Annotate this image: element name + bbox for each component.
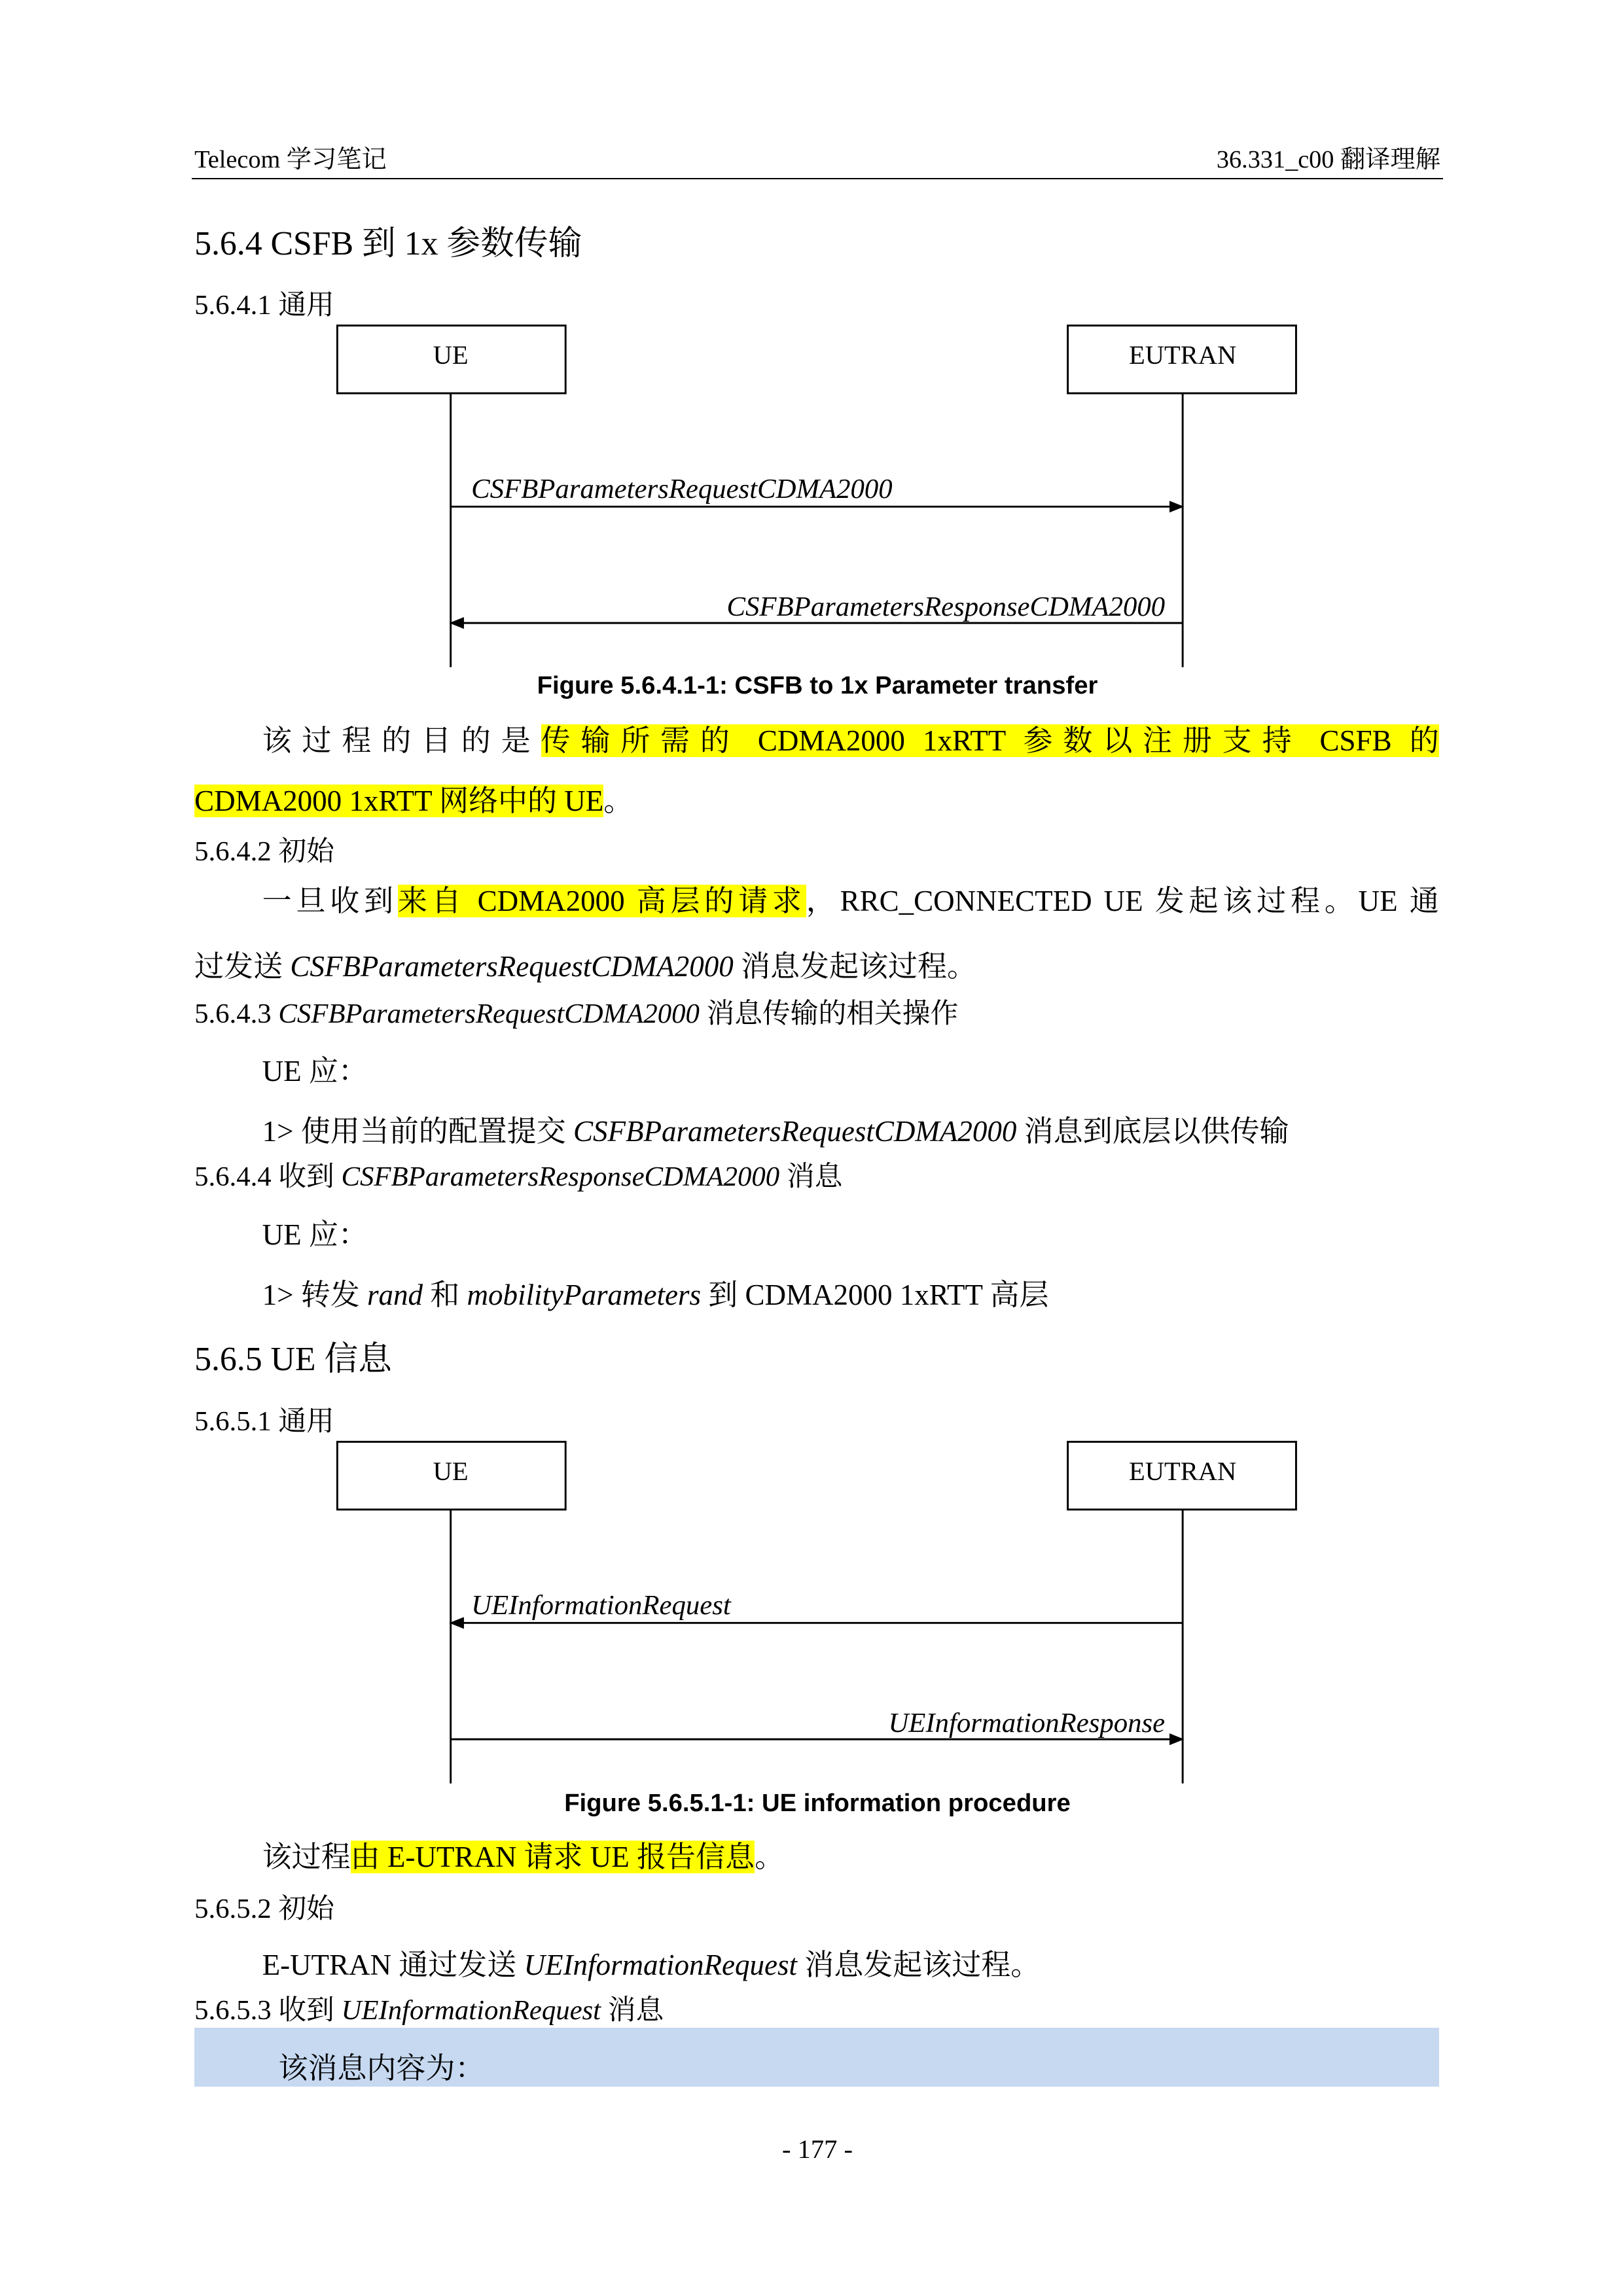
request-message-label: CSFBParametersRequestCDMA2000 — [471, 473, 893, 504]
paragraph-purpose-line2: CDMA2000 1xRTT 网络中的 UE。 — [194, 785, 633, 818]
header-left: Telecom 学习笔记 — [194, 145, 387, 173]
paragraph-ue-info-purpose: 该过程由 E-UTRAN 请求 UE 报告信息。 — [262, 1840, 785, 1873]
highlight-request-source: 来自 CDMA2000 高层的请求 — [397, 885, 806, 918]
highlight-purpose-1: 传输所需的 CDMA2000 1xRTT 参数以注册支持 CSFB 的 — [541, 724, 1439, 757]
paragraph-ue-info-initiation: E-UTRAN 通过发送 UEInformationRequest 消息发起该过程。 — [262, 1949, 1041, 1982]
section-title-5-6-5: 5.6.5 UE 信息 — [194, 1341, 392, 1379]
section-title-5-6-4: 5.6.4 CSFB 到 1x 参数传输 — [194, 224, 582, 262]
subsection-title-5-6-5-1: 5.6.5.1 通用 — [194, 1405, 334, 1437]
list-item-forward: 1> 转发 rand 和 mobilityParameters 到 CDMA2000 1xRTT 高层 — [262, 1279, 1049, 1312]
figure-caption-5-6-5-1-1: Figure 5.6.5.1-1: UE information procedure — [564, 1789, 1071, 1818]
eutran-entity-label: EUTRAN — [1129, 1456, 1237, 1486]
sequence-diagram-csfb — [0, 317, 1623, 685]
request-message-label: UEInformationRequest — [471, 1589, 731, 1621]
page-number: - 177 - — [782, 2134, 853, 2164]
paragraph-purpose-line1: 该过程的目的是传输所需的 CDMA2000 1xRTT 参数以注册支持 CSFB 的 — [262, 724, 1439, 757]
header-rule — [192, 178, 1444, 179]
highlight-purpose-2: CDMA2000 1xRTT 网络中的 UE — [194, 785, 604, 818]
header-right: 36.331_c00 翻译理解 — [1216, 145, 1440, 173]
figure-caption-5-6-4-1-1: Figure 5.6.4.1-1: CSFB to 1x Parameter transfer — [537, 671, 1098, 700]
subsection-title-5-6-4-3: 5.6.4.3 CSFBParametersRequestCDMA2000 消息传输的相关操作 — [194, 998, 959, 1029]
subsection-title-5-6-4-1: 5.6.4.1 通用 — [194, 290, 334, 321]
subsection-title-5-6-4-2: 5.6.4.2 初始 — [194, 836, 334, 868]
ue-entity-label: UE — [433, 1456, 469, 1486]
subsection-title-5-6-5-3: 5.6.5.3 收到 UEInformationRequest 消息 — [194, 1995, 664, 2026]
subsection-title-5-6-5-2: 5.6.5.2 初始 — [194, 1893, 334, 1924]
response-message-label: UEInformationResponse — [888, 1707, 1166, 1739]
highlight-ue-info: 由 E-UTRAN 请求 UE 报告信息 — [350, 1840, 755, 1873]
eutran-entity-label: EUTRAN — [1129, 340, 1237, 370]
message-contents-text: 该消息内容为： — [278, 2051, 485, 2085]
list-item-submit: 1> 使用当前的配置提交 CSFBParametersRequestCDMA2000 消息到底层以供传输 — [262, 1115, 1289, 1148]
response-message-label: CSFBParametersResponseCDMA2000 — [726, 591, 1166, 622]
subsection-title-5-6-4-4: 5.6.4.4 收到 CSFBParametersResponseCDMA2000 消息 — [194, 1161, 843, 1193]
paragraph-initiation-line2: 过发送 CSFBParametersRequestCDMA2000 消息发起该过程。 — [194, 950, 976, 983]
sequence-diagram-ue-information — [0, 1433, 1623, 1801]
paragraph-initiation-line1: 一旦收到来自 CDMA2000 高层的请求，RRC_CONNECTED UE 发起该过程。UE 通 — [262, 885, 1439, 918]
ue-entity-label: UE — [433, 340, 469, 370]
ue-shall-text-1: UE 应： — [262, 1055, 368, 1088]
ue-shall-text-2: UE 应： — [262, 1218, 368, 1251]
